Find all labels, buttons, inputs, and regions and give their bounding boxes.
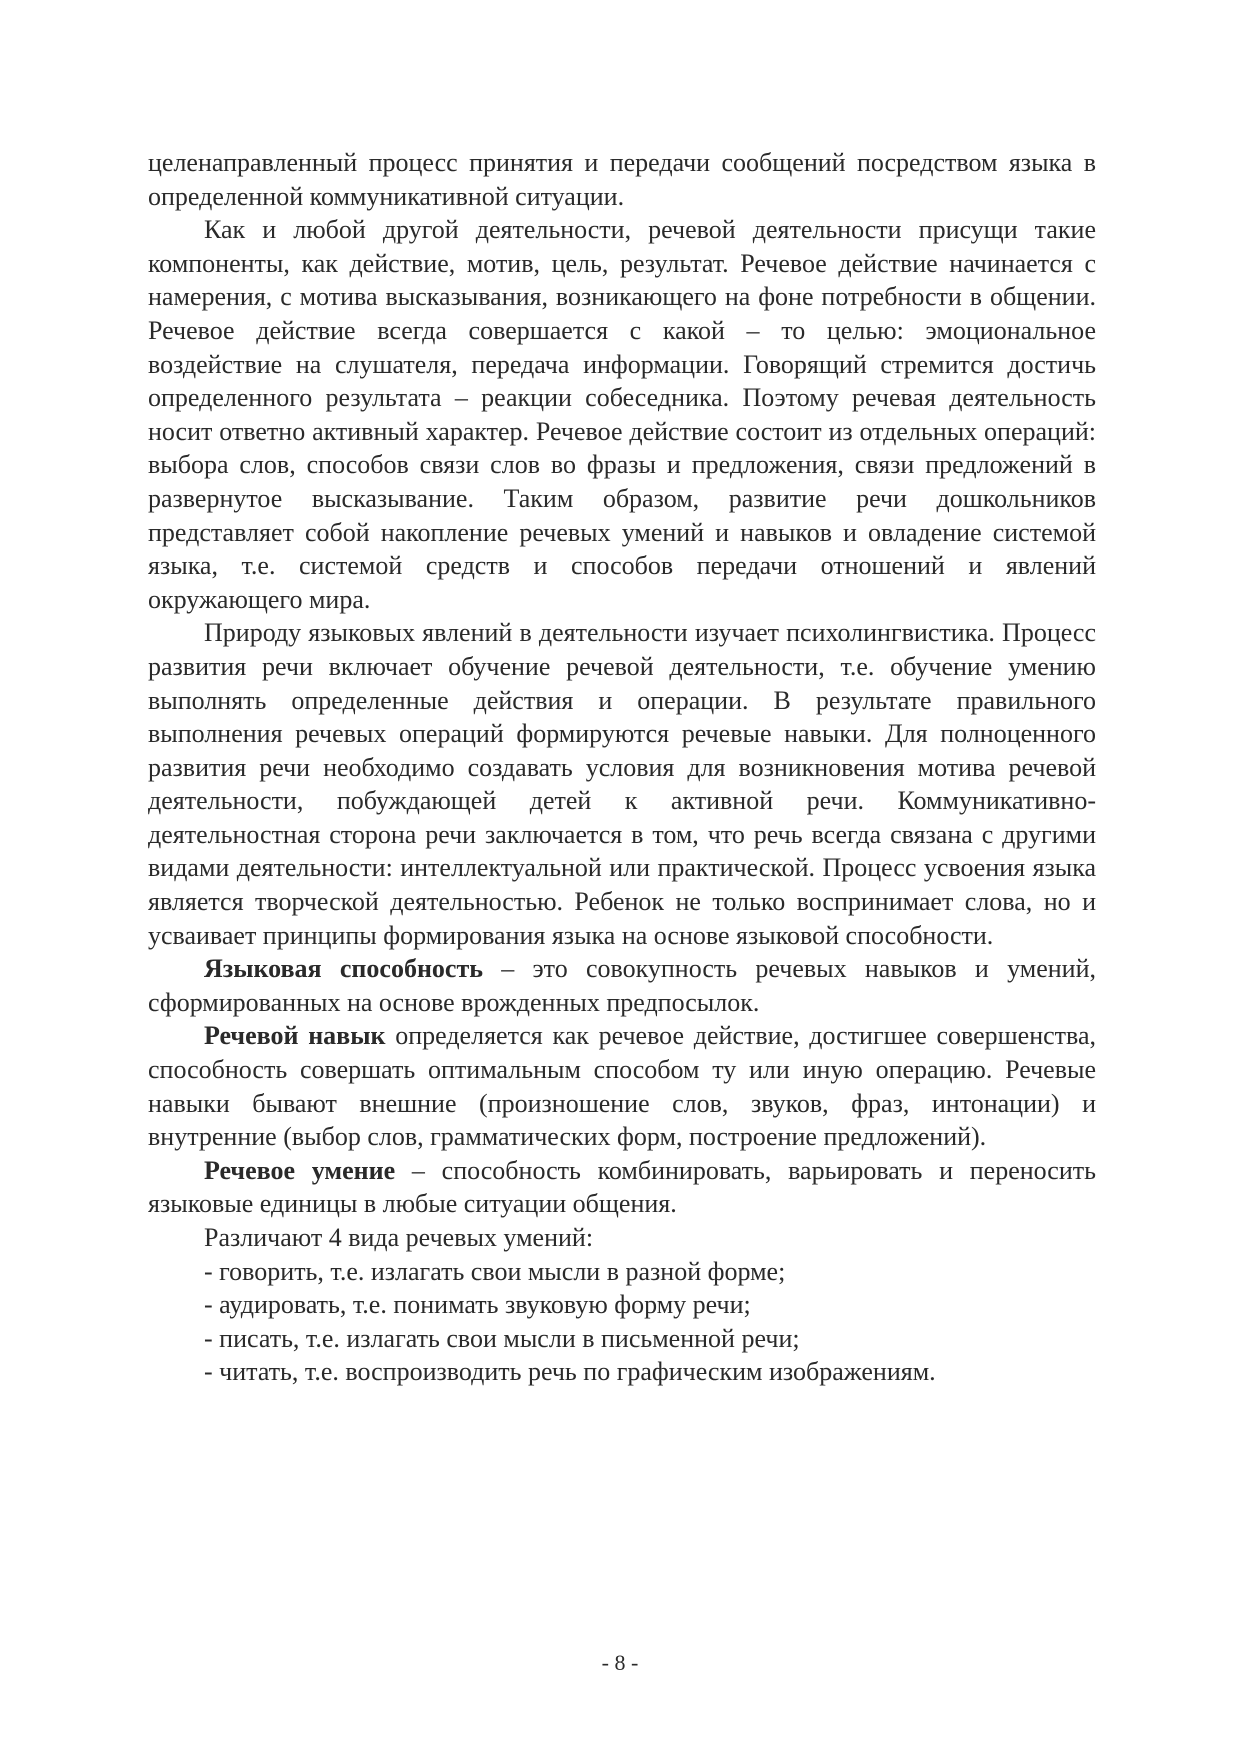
list-item: - писать, т.е. излагать свои мысли в письменной речи; <box>204 1323 800 1353</box>
document-page <box>148 146 1096 1389</box>
page-number: - 8 - <box>601 1650 639 1675</box>
paragraph-continuation: целенаправленный процесс принятия и передачи сообщений посредством языка в определенной коммуникативной ситуации. <box>148 148 1096 211</box>
definition-speech-ability <box>148 1154 1096 1221</box>
list-intro: Различают 4 вида речевых умений: <box>204 1223 594 1252</box>
definition-text: определяется как речевое действие, достигшее совершенства, способность совершать оптимальным способом ту или иную операцию. Речевые навыки бывают внешние (произношение слов, звуков, фраз, интонации) и внутренние (выбор слов, грамматических форм, построение предложений). <box>148 1021 1097 1152</box>
definition-text: – способность комбинировать, варьировать и переносить языковые единицы в любые ситуации общения. <box>148 1155 1096 1219</box>
speech-skills-list <box>148 1255 1096 1389</box>
list-item: - читать, т.е. воспроизводить речь по графическим изображениям. <box>204 1357 936 1387</box>
definition-text: – это совокупность речевых навыков и умений, сформированных на основе врожденных предпосылок. <box>148 954 1096 1017</box>
term-language-ability: Языковая способность <box>204 954 483 984</box>
term-speech-skill: Речевой навык <box>204 1021 386 1051</box>
list-item: - говорить, т.е. излагать свои мысли в разной форме; <box>204 1256 786 1286</box>
paragraph-speech-activity-components: Как и любой другой деятельности, речевой деятельности присущи такие компоненты, как действие, мотив, цель, результат. Речевое действие начинается с намерения, с мотива высказывания, возникающего на фоне потребности в общении. Речевое действие всегда совершается с какой – то целью: эмоциональное воздействие на слушателя, передача информации. Говорящий стремится достичь определенного результата – реакции собеседника. Поэтому речевая деятельность носит ответно активный характер. Речевое действие состоит из отдельных операций: выбора слов, способов связи слов во фразы и предложения, связи предложений в развернутое высказывание. Таким образом, развитие речи дошкольников представляет собой накопление речевых умений и навыков и овладение системой языка, т.е. системой средств и способов передачи отношений и явлений окружающего мира. <box>148 215 1096 614</box>
term-speech-ability: Речевое умение <box>204 1155 396 1185</box>
definition-speech-skill <box>148 1019 1096 1153</box>
definition-language-ability <box>148 952 1096 1019</box>
list-item: - аудировать, т.е. понимать звуковую форму речи; <box>204 1290 751 1320</box>
paragraph-psycholinguistics: Природу языковых явлений в деятельности изучает психолингвистика. Процесс развития речи включает обучение речевой деятельности, т.е. обучение умению выполнять определенные действия и операции. В результате правильного выполнения речевых операций формируются речевые навыки. Для полноценного развития речи необходимо создавать условия для возникновения мотива речевой деятельности, побуждающей детей к активной речи. Коммуникативно-деятельностная сторона речи заключается в том, что речь всегда связана с другими видами деятельности: интеллектуальной или практической. Процесс усвоения языка является творческой деятельностью. Ребенок не только воспринимает слова, но и усваивает принципы формирования языка на основе языковой способности. <box>148 618 1096 950</box>
